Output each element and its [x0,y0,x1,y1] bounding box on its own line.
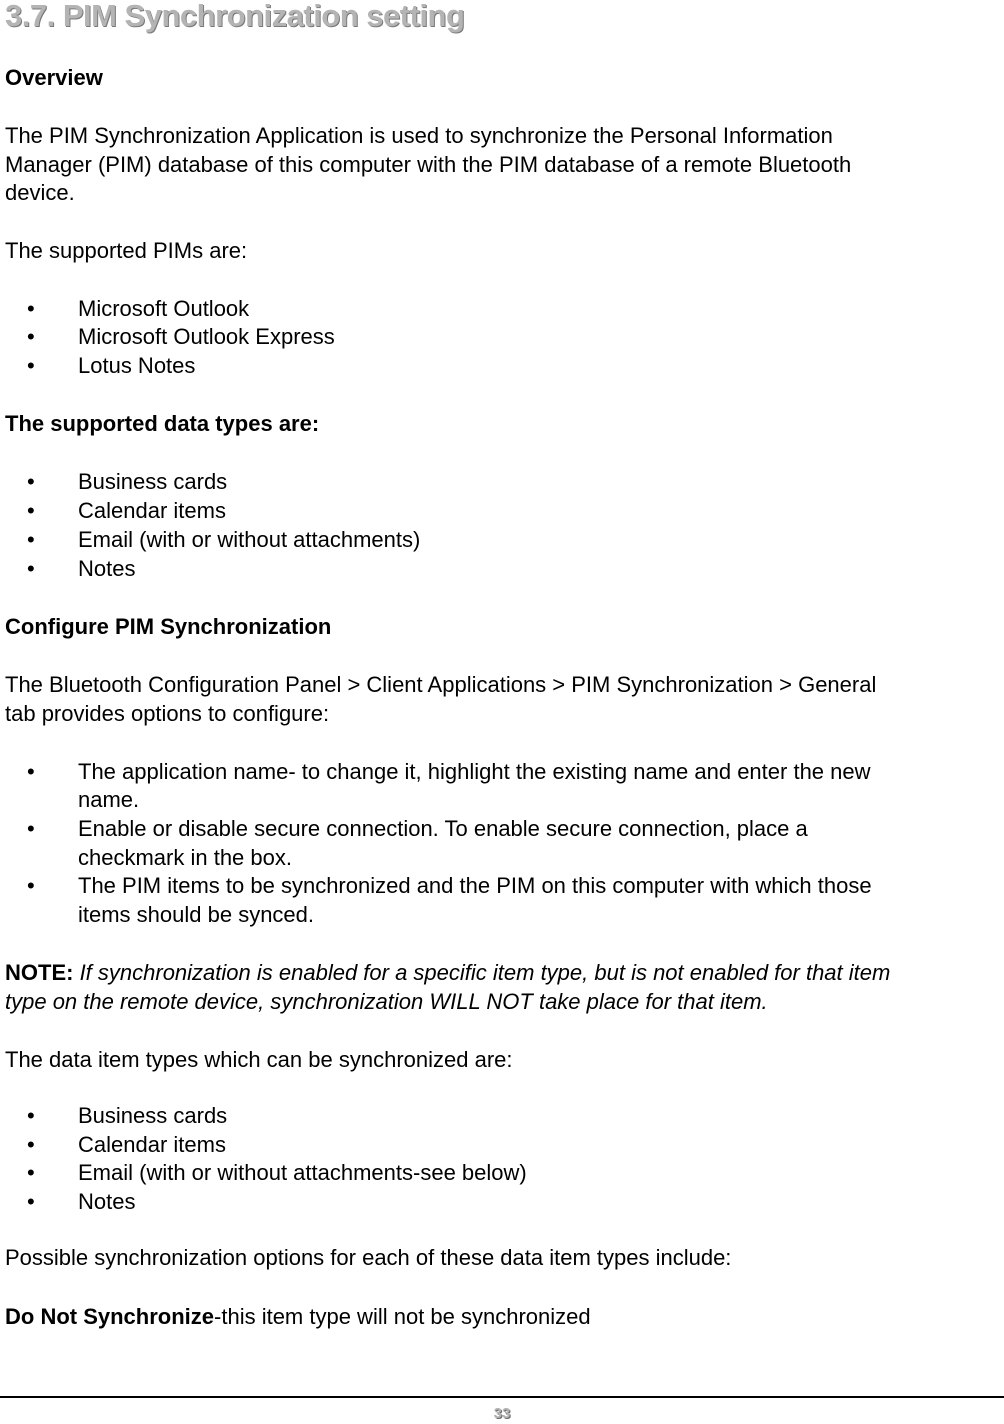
bullet: • [27,324,35,349]
data-types-heading: The supported data types are: [5,411,320,436]
configure-item-line: name. [78,787,140,812]
do-not-sync-label: Do Not Synchronize [5,1304,215,1329]
pim-list-item: Lotus Notes [78,353,196,378]
item-type-item: Notes [78,1189,136,1214]
data-type-item: Email (with or without attachments) [78,527,421,552]
page-number: 33 [493,1405,511,1422]
overview-line-1: The PIM Synchronization Application is used to synchronize the Personal Information [5,123,833,148]
bullet: • [27,498,35,523]
bullet: • [27,353,35,378]
bullet: • [27,296,35,321]
note-line-1 [5,959,890,987]
configure-item-line: Enable or disable secure connection. To enable secure connection, place a [78,816,808,841]
options-intro: Possible synchronization options for each of these data item types include: [5,1245,732,1270]
bullet: • [27,1189,35,1214]
bullet: • [27,759,35,784]
overview-heading: Overview [5,65,103,90]
data-type-item: Notes [78,556,136,581]
configure-line-1: The Bluetooth Configuration Panel > Client Applications > PIM Synchronization > General [5,672,877,697]
bullet: • [27,1160,35,1185]
item-type-item: Calendar items [78,1132,226,1157]
bullet: • [27,527,35,552]
section-title: 3.7. PIM Synchronization setting [5,0,465,33]
configure-item-line: The application name- to change it, highlight the existing name and enter the new [78,759,871,784]
note-line-2: type on the remote device, synchronization WILL NOT take place for that item. [5,989,768,1014]
note-label: NOTE: [5,960,74,985]
overview-line-3: device. [5,180,75,205]
do-not-sync-line [5,1303,591,1331]
bullet: • [27,1103,35,1128]
data-type-item: Business cards [78,469,228,494]
item-type-item: Email (with or without attachments-see below) [78,1160,527,1185]
pim-list-item: Microsoft Outlook [78,296,250,321]
note-text-1: If synchronization is enabled for a specific item type, but is not enabled for that item [73,960,891,985]
configure-line-2: tab provides options to configure: [5,701,330,726]
configure-item-line: The PIM items to be synchronized and the PIM on this computer with which those [78,873,872,898]
data-type-item: Calendar items [78,498,226,523]
configure-heading: Configure PIM Synchronization [5,614,332,639]
do-not-sync-text: -this item type will not be synchronized [214,1304,591,1329]
bullet: • [27,873,35,898]
supported-pims-intro: The supported PIMs are: [5,238,248,263]
bullet: • [27,556,35,581]
item-types-intro: The data item types which can be synchronized are: [5,1047,513,1072]
item-type-item: Business cards [78,1103,228,1128]
configure-item-line: items should be synced. [78,902,315,927]
bullet: • [27,816,35,841]
overview-line-2: Manager (PIM) database of this computer with the PIM database of a remote Bluetooth [5,152,852,177]
bullet: • [27,1132,35,1157]
pim-list-item: Microsoft Outlook Express [78,324,335,349]
configure-item-line: checkmark in the box. [78,845,292,870]
bullet: • [27,469,35,494]
footer-rule [0,1396,1004,1398]
